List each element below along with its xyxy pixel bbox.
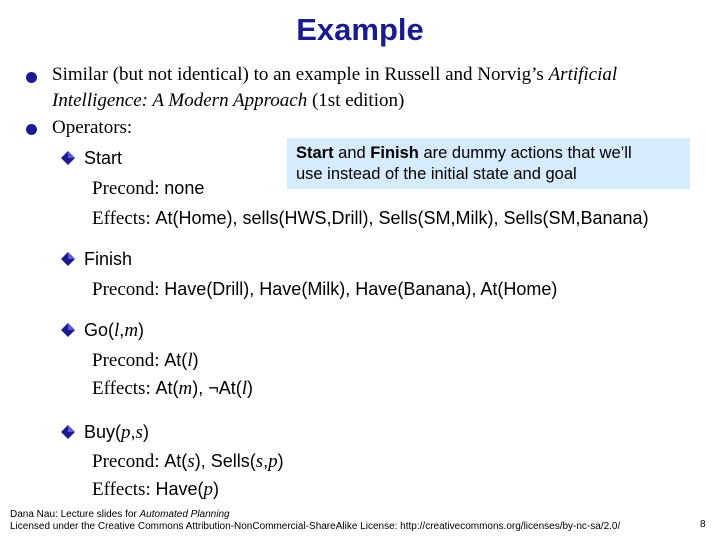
precond-label: Precond:: [92, 350, 165, 371]
var: m: [124, 320, 139, 341]
var: p: [203, 479, 214, 500]
effects-label: Effects:: [92, 378, 156, 399]
diamond-bullet-icon: [60, 251, 76, 267]
effects-label: Effects:: [92, 479, 156, 500]
pred: At(: [164, 350, 188, 370]
bullet-text-line1: [52, 64, 617, 86]
pred: ), Sells(: [194, 451, 256, 471]
operators-label: Operators:: [52, 117, 133, 138]
finish-precond: [92, 279, 557, 301]
bullet-dot-icon: [26, 124, 37, 135]
start-effects: [92, 208, 649, 230]
footer-credit: [10, 509, 230, 520]
paren: ): [277, 451, 284, 471]
book-title-part: Artificial: [548, 64, 618, 85]
note-callout: [287, 138, 690, 189]
book-title-part: Intelligence: A Modern Approach: [52, 90, 308, 111]
paren: ): [192, 350, 199, 370]
diamond-bullet-icon: [60, 424, 76, 440]
pred: Have(: [155, 479, 204, 499]
comma: ,: [263, 451, 269, 471]
precond-label: Precond:: [92, 279, 165, 300]
effects-value: At(Home), sells(HWS,Drill), Sells(SM,Milk), Sells(SM,Banana): [155, 208, 649, 228]
footer-license: Licensed under the Creative Commons Attribution-NonCommercial-ShareAlike License: http://creativecommons.org/licenses/by-nc-sa/2.0/: [10, 521, 621, 532]
footer-text: Dana Nau: Lecture slides for: [10, 509, 140, 520]
page-number: 8: [700, 519, 706, 530]
note-line1: [296, 143, 690, 164]
var: p: [121, 422, 131, 443]
pred: At(: [164, 451, 188, 471]
pred: ), ¬At(: [192, 378, 242, 398]
paren: ): [142, 422, 149, 442]
var: s: [255, 451, 264, 472]
go-operator-name: [84, 320, 144, 342]
op-name: Buy(: [84, 422, 122, 442]
bullet-text-line2: [52, 90, 404, 112]
go-effects: [92, 378, 253, 400]
var: m: [178, 378, 193, 399]
finish-operator-name: Finish: [84, 249, 133, 269]
bullet-text: Similar (but not identical) to an example in Russell and Norvig’s: [52, 64, 549, 85]
diamond-bullet-icon: [60, 322, 76, 338]
op-name: Go(: [84, 320, 115, 340]
paren: ): [213, 479, 220, 499]
var: s: [135, 422, 143, 443]
precond-value: none: [164, 178, 205, 198]
var: l: [241, 378, 248, 399]
var: s: [187, 451, 195, 472]
precond-label: Precond:: [92, 451, 165, 472]
precond-value: Have(Drill), Have(Milk), Have(Banana), At(Home): [164, 279, 558, 299]
paren: ): [138, 320, 145, 340]
paren: ): [247, 378, 254, 398]
var: l: [187, 350, 193, 371]
note-finish-word: Finish: [370, 144, 419, 162]
bullet-dot-icon: [26, 72, 37, 83]
comma: ,: [130, 422, 136, 442]
buy-precond: [92, 451, 284, 473]
note-and: and: [333, 144, 371, 162]
note-rest: are dummy actions that we’ll: [418, 144, 632, 162]
buy-operator-name: [84, 422, 149, 444]
var: l: [114, 320, 120, 341]
note-line2: use instead of the initial state and goal: [296, 165, 577, 183]
go-precond: [92, 350, 199, 372]
comma: ,: [119, 320, 125, 340]
pred: At(: [155, 378, 179, 398]
diamond-bullet-icon: [60, 150, 76, 166]
buy-effects: [92, 479, 219, 501]
note-start-word: Start: [296, 144, 334, 162]
slide-title: Example: [296, 12, 424, 47]
var: p: [268, 451, 278, 472]
start-operator-name: Start: [84, 148, 123, 168]
footer-course-title: Automated Planning: [139, 509, 230, 520]
precond-label: Precond:: [92, 178, 165, 199]
edition-text: (1st edition): [307, 90, 405, 111]
start-precond: [92, 178, 204, 200]
effects-label: Effects:: [92, 208, 156, 229]
